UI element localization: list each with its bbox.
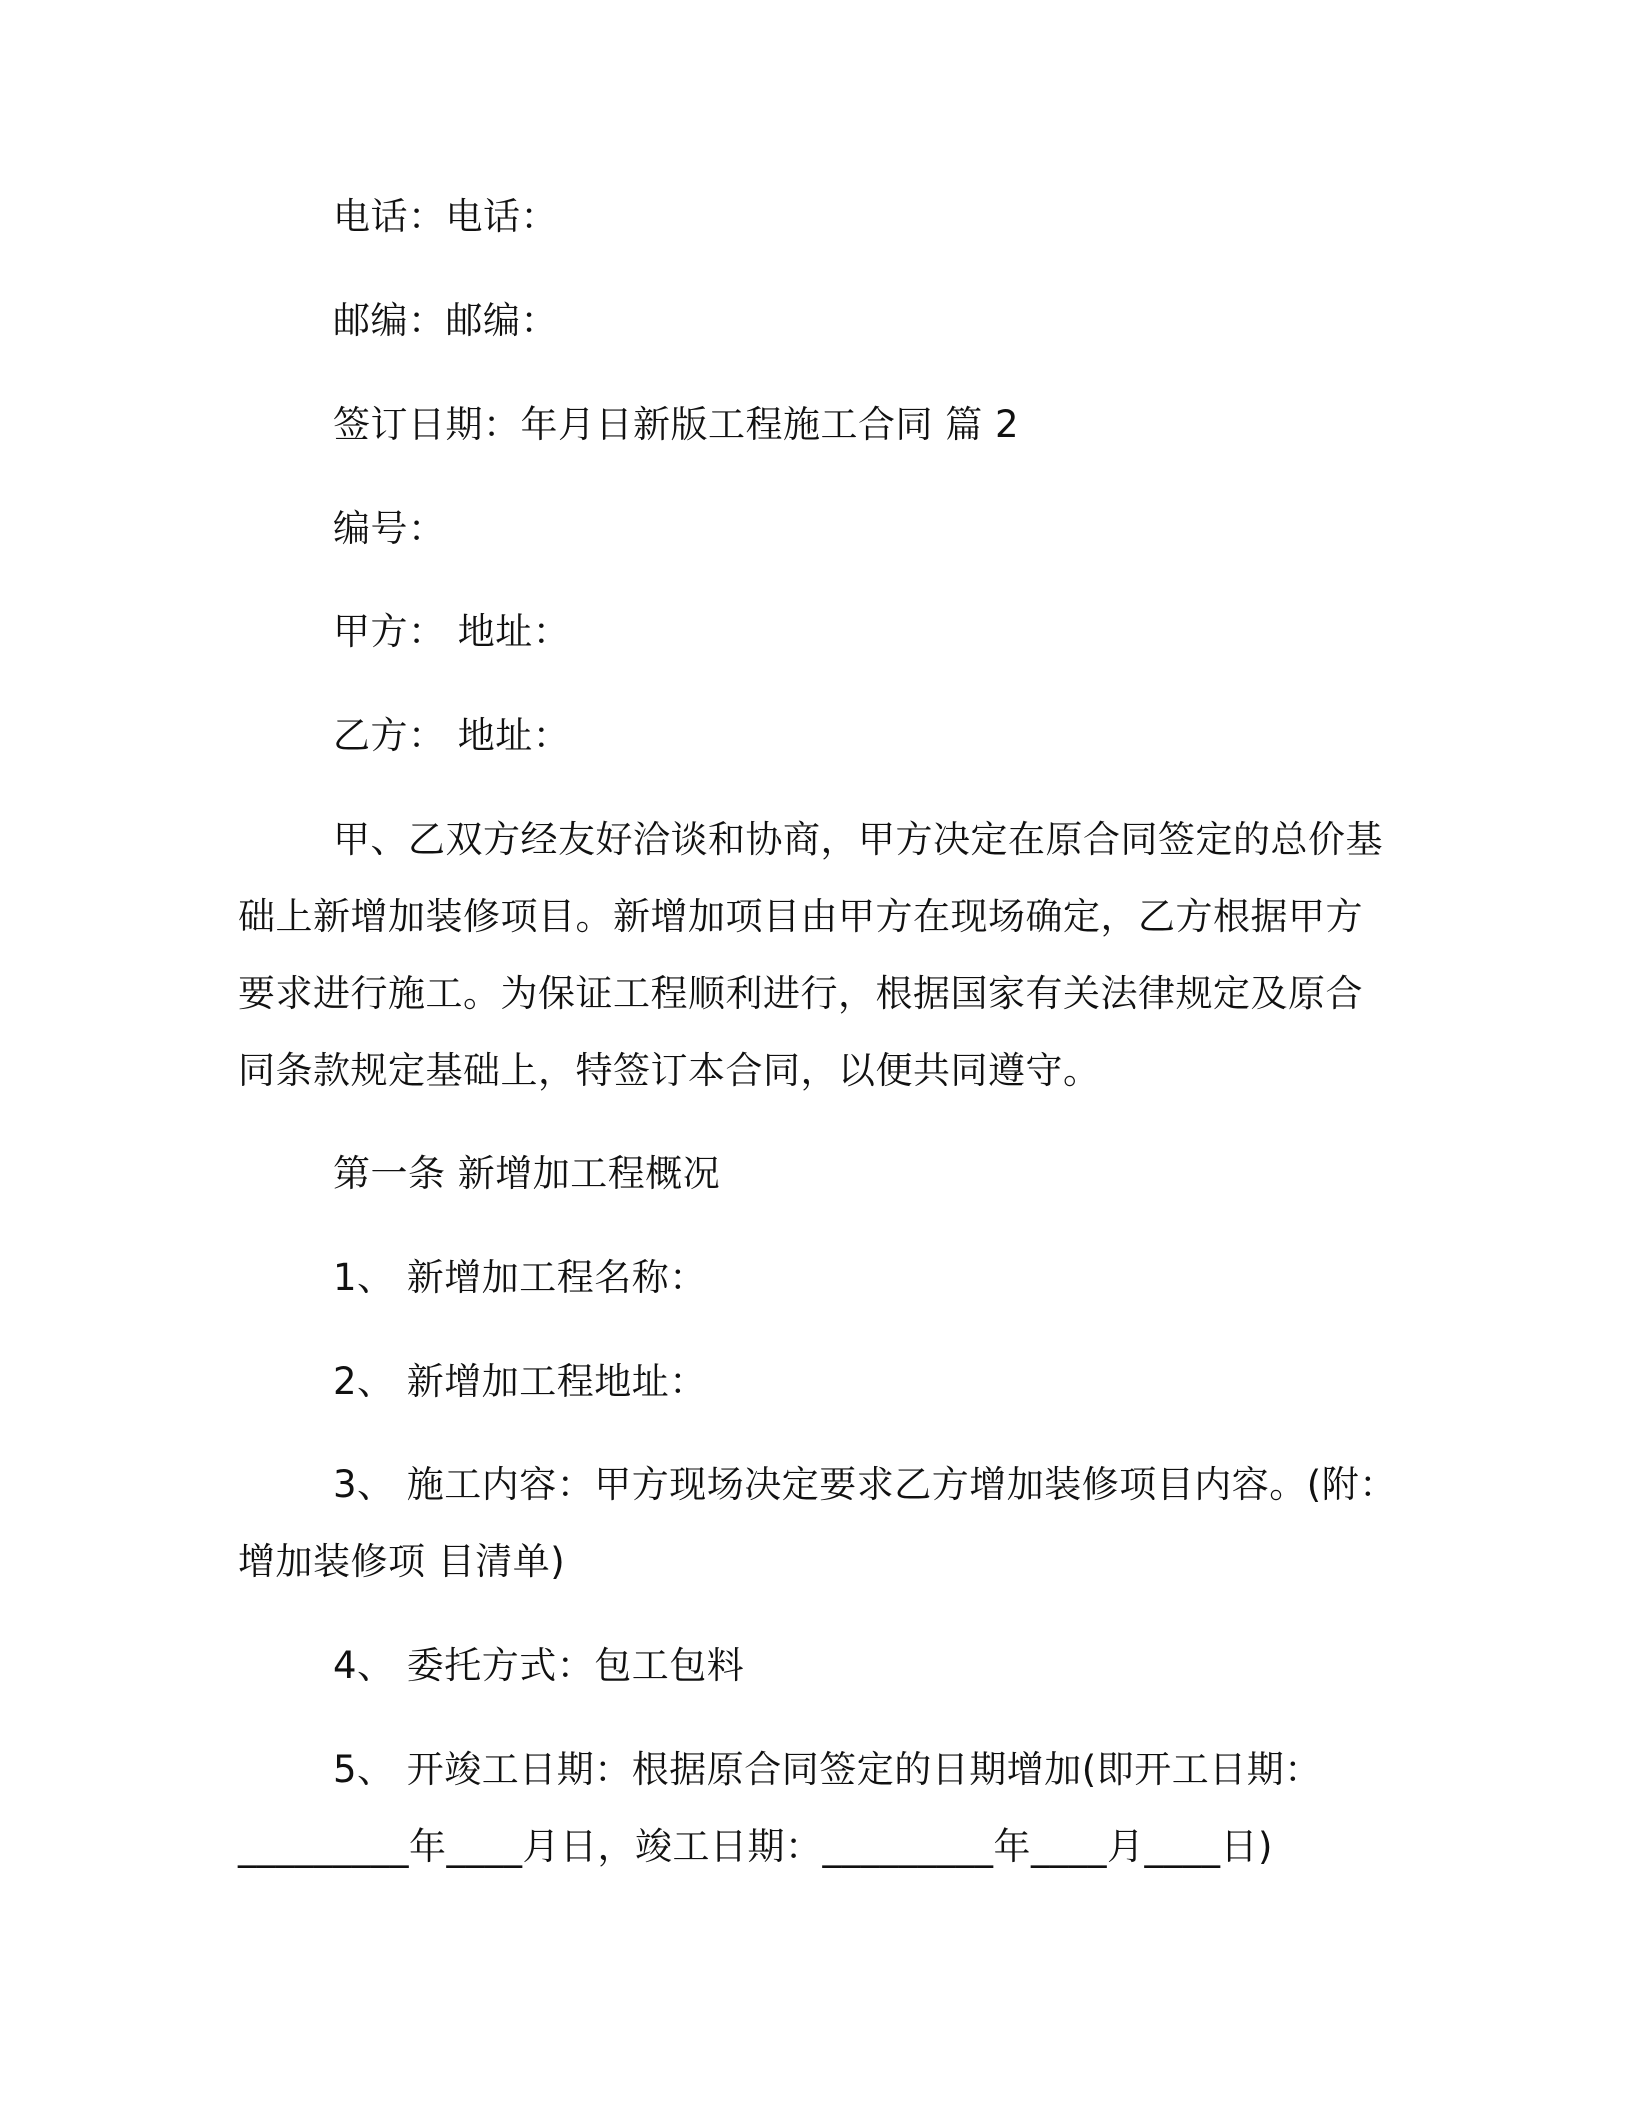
party-b-line: 乙方： 地址： (333, 714, 571, 757)
item-5-schedule: 5、 开竣工日期：根据原合同签定的日期增加(即开工日期： (333, 1748, 1322, 1791)
contract-number-line: 编号： (333, 507, 446, 550)
item-3-continuation: 增加装修项 目清单) (238, 1540, 566, 1583)
postcode-line: 邮编：邮编： (333, 299, 558, 342)
item-1-project-name: 1、 新增加工程名称： (333, 1256, 707, 1299)
item-5-date-blanks: _________年____月日，竣工日期：_________年____月____日) (238, 1825, 1273, 1868)
preamble-line-4: 同条款规定基础上，特签订本合同，以便共同遵守。 (238, 1049, 1101, 1092)
preamble-line-2: 础上新增加装修项目。新增加项目由甲方在现场确定，乙方根据甲方 (238, 895, 1363, 938)
party-a-line: 甲方： 地址： (333, 610, 571, 653)
item-2-project-address: 2、 新增加工程地址： (333, 1360, 707, 1403)
article-1-heading: 第一条 新增加工程概况 (333, 1152, 721, 1195)
preamble-line-1: 甲、乙双方经友好洽谈和协商，甲方决定在原合同签定的总价基 (333, 818, 1383, 861)
preamble-line-3: 要求进行施工。为保证工程顺利进行，根据国家有关法律规定及原合 (238, 972, 1363, 1015)
signing-date-line: 签订日期：年月日新版工程施工合同 篇 2 (333, 403, 1020, 446)
item-4-commission-method: 4、 委托方式：包工包料 (333, 1644, 745, 1687)
item-3-construction-content: 3、 施工内容：甲方现场决定要求乙方增加装修项目内容。(附： (333, 1463, 1397, 1506)
phone-line: 电话：电话： (333, 195, 558, 238)
